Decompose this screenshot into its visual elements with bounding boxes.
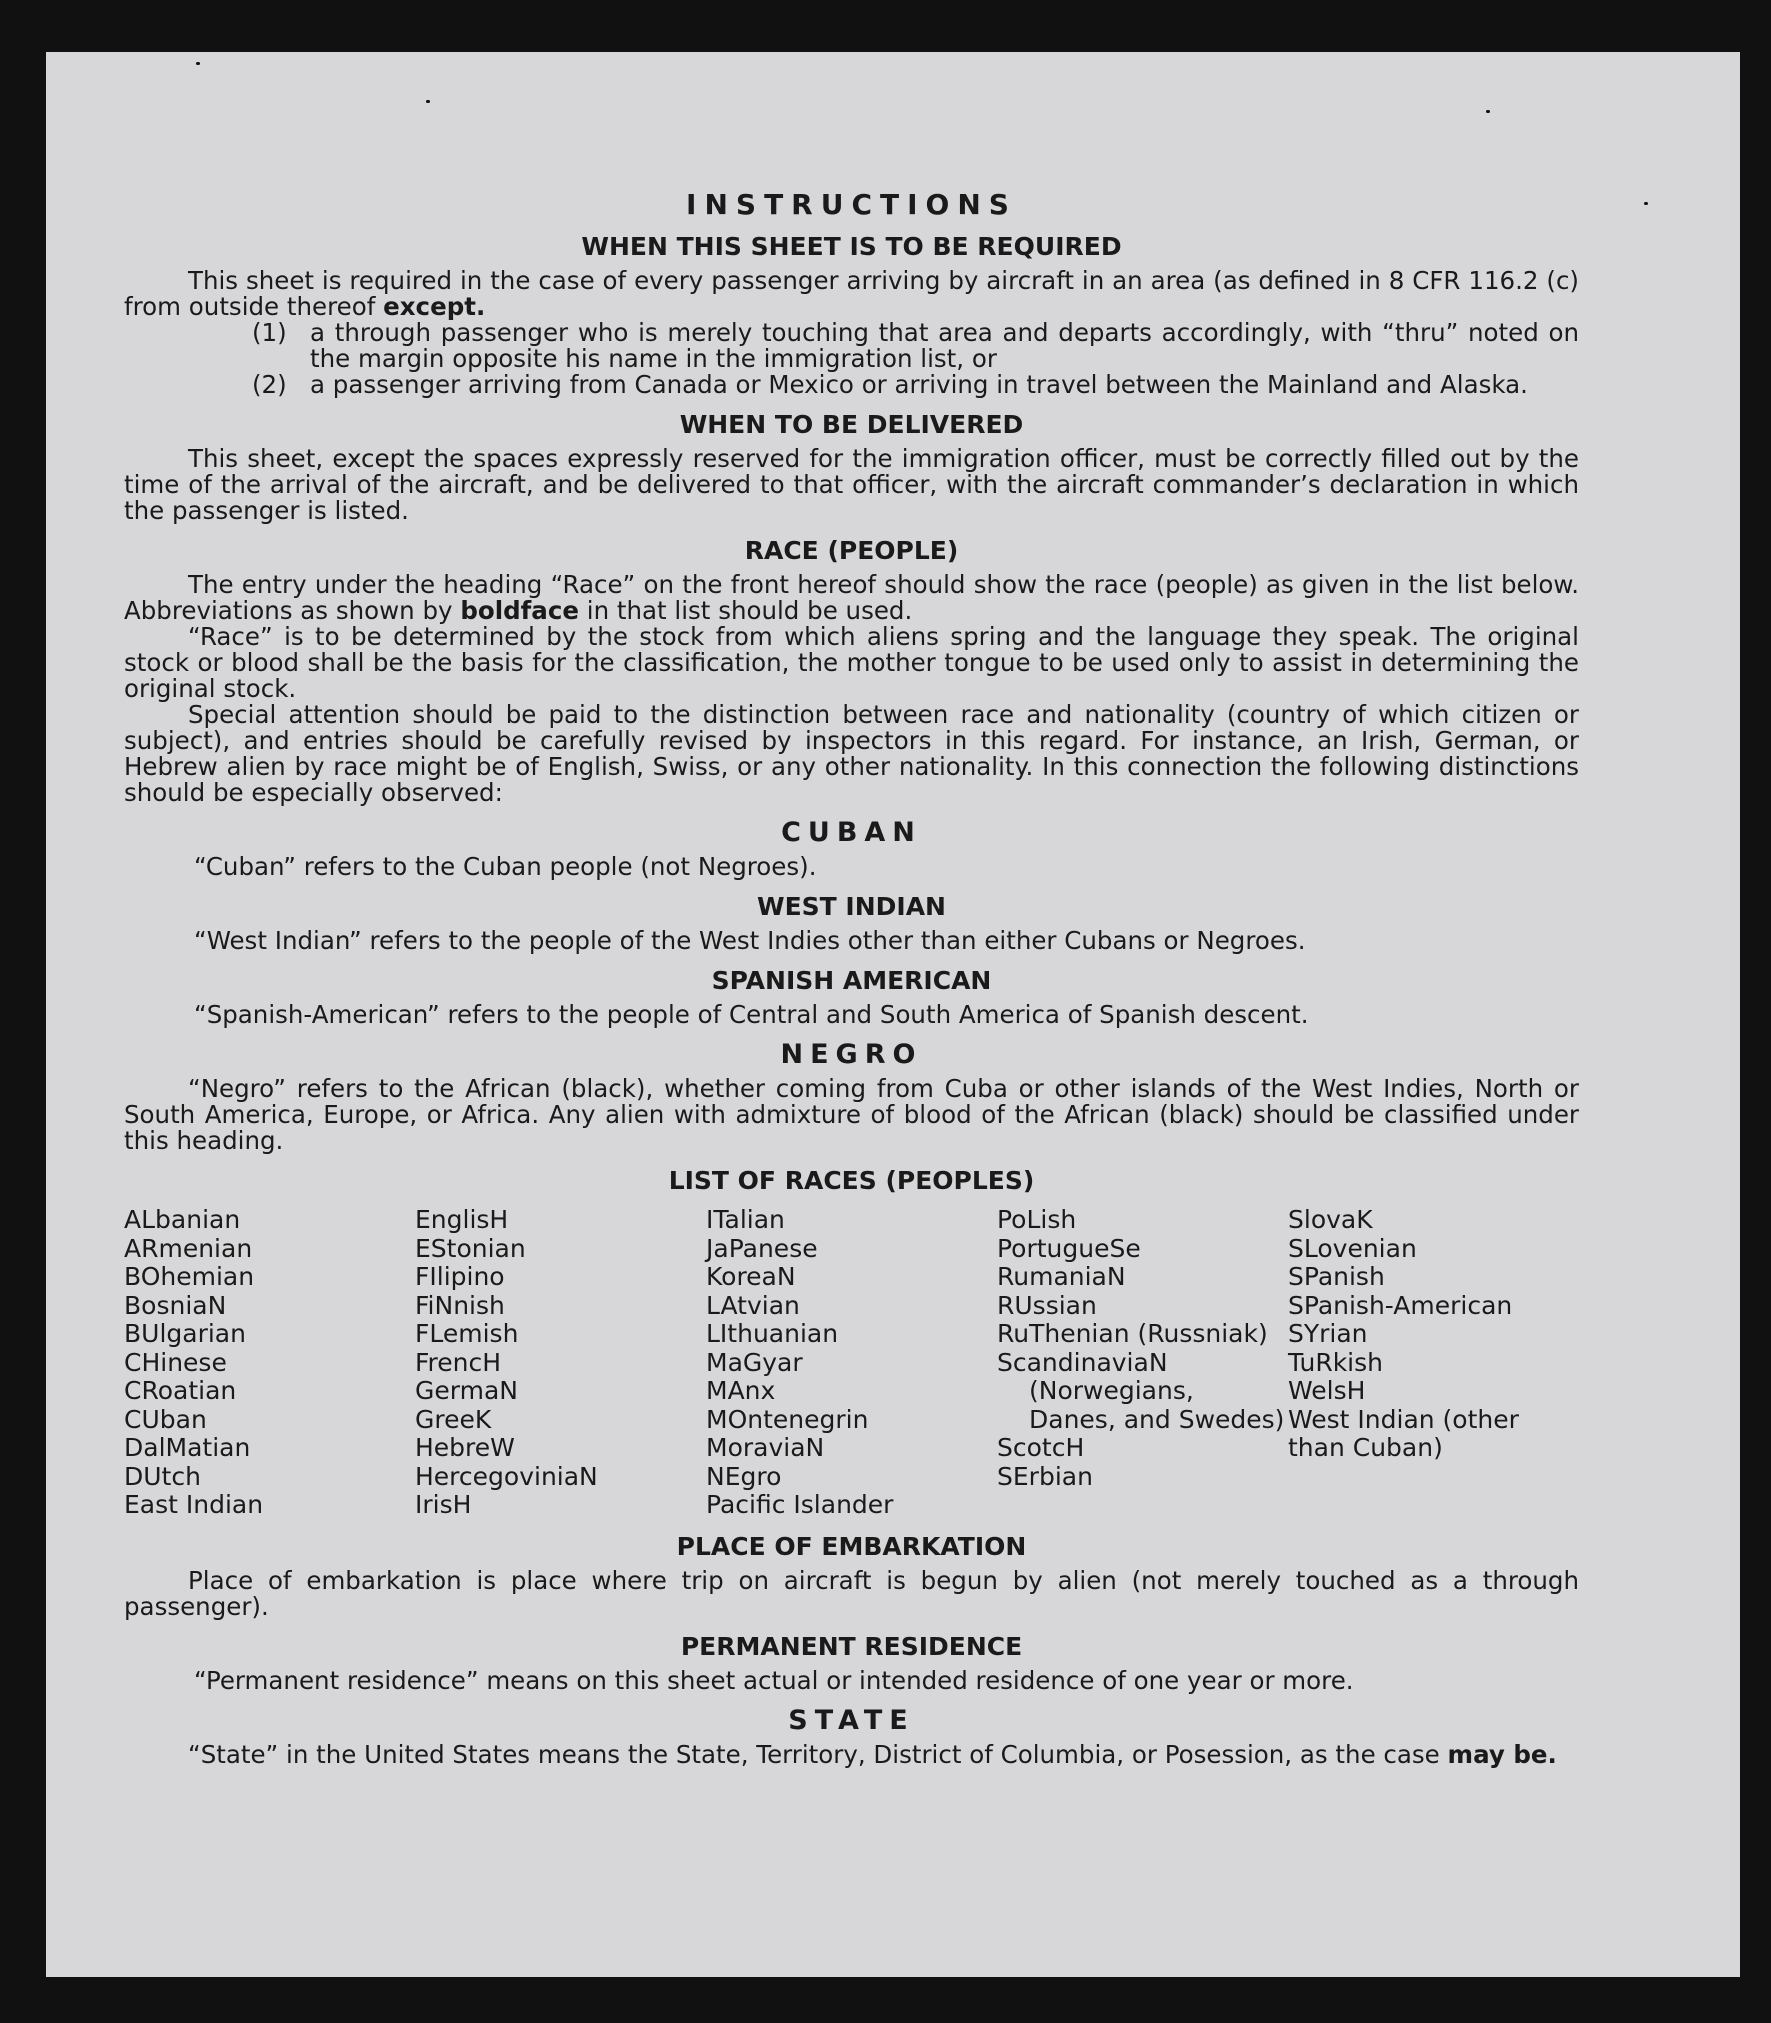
heading-permanent-residence: PERMANENT RESIDENCE xyxy=(680,1631,1023,1661)
race-item: ITalian xyxy=(706,1205,785,1234)
race-list xyxy=(124,1206,1579,1520)
race-item: DUtch xyxy=(124,1461,201,1491)
race-item: ARmenian xyxy=(124,1233,253,1263)
text-span: The entry under the heading “Race” on the front hereof should show the race (people) as given in the list below. Abbreviations as shown by xyxy=(124,570,1579,625)
race-item: ScotcH xyxy=(997,1433,1085,1462)
race-item: SlovaK xyxy=(1288,1205,1373,1234)
paragraph-delivered: This sheet, except the spaces expressly reserved for the immigration officer, must be correctly filled out by the time of the arrival of the aircraft, and be delivered to that officer, with the aircraft commander’s declaration in which the passenger is listed. xyxy=(124,444,1579,525)
paragraph-embarkation: Place of embarkation is place where trip on aircraft is begun by alien (not merely touched as a through passenger). xyxy=(124,1565,1579,1621)
exception-text: a passenger arriving from Canada or Mexico or arriving in travel between the Mainland and Alaska. xyxy=(310,370,1528,399)
race-item: RUssian xyxy=(997,1290,1097,1320)
race-item: SYrian xyxy=(1288,1319,1368,1348)
race-item: KoreaN xyxy=(706,1262,796,1291)
race-item: DalMatian xyxy=(124,1433,251,1462)
race-item: MOntenegrin xyxy=(706,1404,869,1434)
paragraph-cuban: “Cuban” refers to the Cuban people (not Negroes). xyxy=(194,852,817,881)
race-item: MAnx xyxy=(706,1376,776,1405)
bold-text: boldface xyxy=(460,596,579,625)
race-item: PoLish xyxy=(997,1205,1077,1234)
race-item: SPanish-American xyxy=(1288,1290,1513,1320)
heading-state: STATE xyxy=(788,1704,915,1736)
race-item: HebreW xyxy=(415,1433,515,1462)
race-item: EnglisH xyxy=(415,1205,509,1234)
race-item: FLemish xyxy=(415,1319,519,1348)
speck xyxy=(1486,110,1490,113)
heading-west-indian: WEST INDIAN xyxy=(757,892,946,921)
race-item: CUban xyxy=(124,1404,207,1434)
race-item: BosniaN xyxy=(124,1290,227,1320)
race-item: BOhemian xyxy=(124,1262,255,1291)
race-item: FIlipino xyxy=(415,1262,505,1291)
bold-text: except. xyxy=(383,292,486,321)
race-item: RuThenian (Russniak) xyxy=(997,1319,1268,1348)
heading-list-of-races: LIST OF RACES (PEOPLES) xyxy=(668,1166,1035,1195)
text-span: This sheet is required in the case of every passenger arriving by aircraft in an area (as defined in 8 CFR 116.2 (c) from outside thereof xyxy=(124,266,1579,321)
paragraph-west-indian: “West Indian” refers to the people of the West Indies other than either Cubans or Negroes. xyxy=(194,926,1306,955)
speck xyxy=(196,62,200,65)
race-item: West Indian (other than Cuban) xyxy=(1288,1404,1519,1462)
race-item: NEgro xyxy=(706,1461,782,1491)
race-item: CHinese xyxy=(124,1347,227,1377)
race-item: CRoatian xyxy=(124,1376,237,1405)
race-item: PortugueSe xyxy=(997,1233,1141,1263)
paragraph-residence: “Permanent residence” means on this sheet actual or intended residence of one year or more. xyxy=(194,1665,1354,1695)
heading-spanish-american: SPANISH AMERICAN xyxy=(711,966,992,995)
paragraph-race-3: Special attention should be paid to the distinction between race and nationality (country of which citizen or subject), and entries should be carefully revised by inspectors in this regard. For instance, an Irish, German, or Hebrew alien by race might be of English, Swiss, or any other nationality. In this connection the following distinctions should be especially observed: xyxy=(124,700,1579,807)
heading-embarkation: PLACE OF EMBARKATION xyxy=(676,1531,1027,1561)
race-item: MaGyar xyxy=(706,1347,803,1377)
exception-item xyxy=(252,372,1579,398)
race-item: TuRkish xyxy=(1288,1347,1383,1377)
race-item: FiNnish xyxy=(415,1290,505,1320)
exception-number: (2) xyxy=(252,370,287,399)
exception-number: (1) xyxy=(252,318,287,347)
speck xyxy=(426,100,430,103)
paragraph-race-1 xyxy=(124,572,1579,624)
heading-cuban: CUBAN xyxy=(781,817,922,848)
text-span: in that list should be used. xyxy=(578,596,913,625)
race-item: SErbian xyxy=(997,1461,1093,1491)
paragraph-race-2: “Race” is to be determined by the stock from which aliens spring and the language they speak. The original stock or blood shall be the basis for the classification, the mother tongue to be used only to assist in determining the original stock. xyxy=(124,622,1579,703)
race-column xyxy=(415,1206,706,1520)
paragraph-spanish-american: “Spanish-American” refers to the people of Central and South America of Spanish descent. xyxy=(194,1000,1309,1029)
heading-when-delivered: WHEN TO BE DELIVERED xyxy=(679,410,1024,439)
race-item: RumaniaN xyxy=(997,1262,1126,1291)
text-span: “State” in the United States means the State, Territory, District of Columbia, or Posession, as the case xyxy=(188,1739,1448,1769)
race-item: BUlgarian xyxy=(124,1319,246,1348)
paragraph-state xyxy=(124,1739,1579,1769)
race-item: LIthuanian xyxy=(706,1319,839,1348)
heading-race: RACE (PEOPLE) xyxy=(744,536,959,565)
race-item-note: (Norwegians, Danes, and Swedes) xyxy=(1029,1376,1285,1434)
race-item: SPanish xyxy=(1288,1262,1385,1291)
race-column xyxy=(124,1206,415,1520)
speck xyxy=(1644,202,1648,205)
race-item: ALbanian xyxy=(124,1205,241,1234)
race-item: GreeK xyxy=(415,1404,492,1434)
race-column xyxy=(706,1206,997,1520)
paragraph-negro: “Negro” refers to the African (black), whether coming from Cuba or other islands of the West Indies, North or South America, Europe, or Africa. Any alien with admixture of blood of the African (black) should be classified under this heading. xyxy=(124,1074,1579,1155)
race-item: HercegoviniaN xyxy=(415,1461,598,1491)
bold-text: may be. xyxy=(1447,1739,1557,1769)
race-item: GermaN xyxy=(415,1376,518,1405)
race-column xyxy=(1288,1206,1579,1520)
race-item: SLovenian xyxy=(1288,1233,1417,1263)
race-item: ScandinaviaN xyxy=(997,1347,1168,1377)
heading-when-required: WHEN THIS SHEET IS TO BE REQUIRED xyxy=(581,232,1122,261)
instruction-sheet xyxy=(46,52,1740,1977)
race-item: MoraviaN xyxy=(706,1433,825,1462)
race-item: LAtvian xyxy=(706,1290,800,1320)
race-item: East Indian xyxy=(124,1490,264,1519)
race-column xyxy=(997,1206,1288,1520)
race-item: JaPanese xyxy=(706,1233,818,1263)
heading-negro: NEGRO xyxy=(780,1039,923,1070)
race-item: IrisH xyxy=(415,1490,472,1519)
page-title: INSTRUCTIONS xyxy=(686,188,1017,221)
document-body xyxy=(124,190,1579,1768)
race-item: EStonian xyxy=(415,1233,526,1263)
exception-text: a through passenger who is merely touching that area and departs accordingly, with “thru” noted on the margin opposite his name in the immigration list, or xyxy=(310,318,1579,373)
race-item: WelsH xyxy=(1288,1376,1366,1405)
race-item: Pacific Islander xyxy=(706,1490,894,1519)
exception-item xyxy=(252,320,1579,372)
race-item: FrencH xyxy=(415,1347,502,1377)
paragraph-required xyxy=(124,268,1579,320)
